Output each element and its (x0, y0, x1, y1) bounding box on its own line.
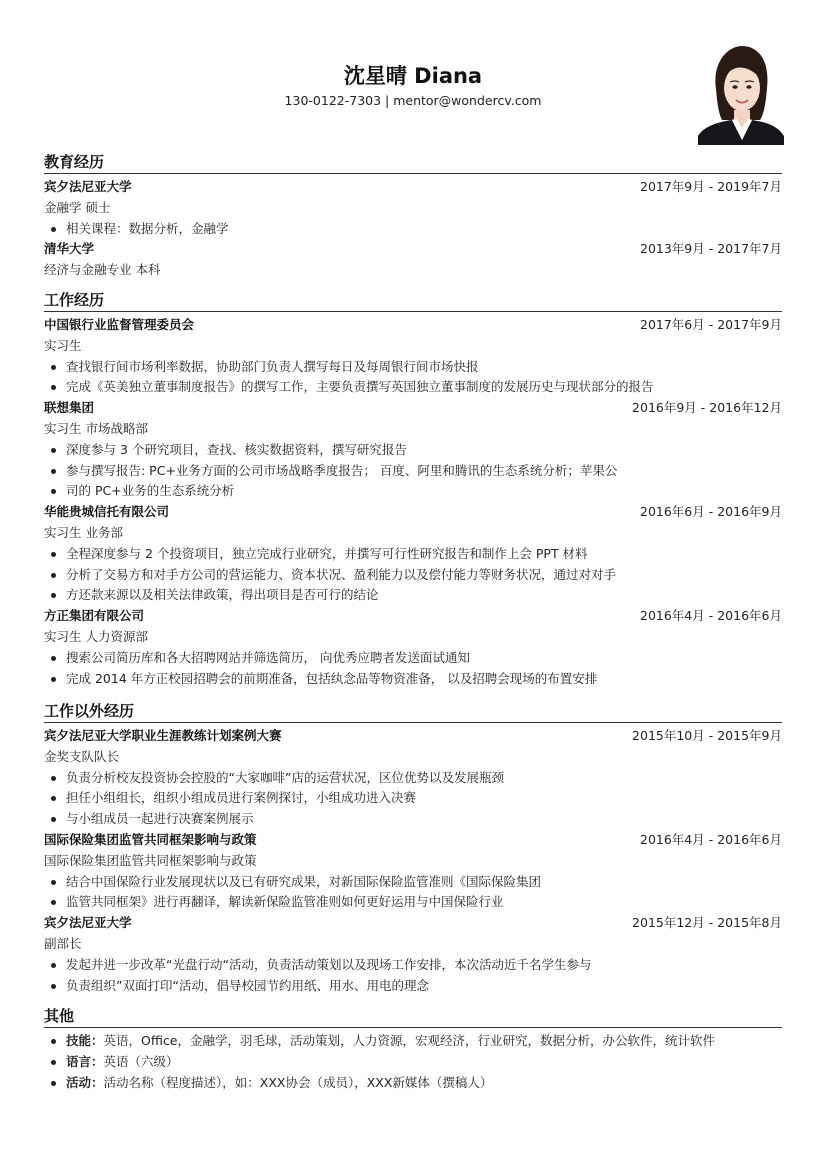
entry-header (44, 502, 782, 523)
bullet-item: 参与撰写报告: PC+业务方面的公司市场战略季度报告； 百度、阿里和腾讯的生态系统分析；苹果公 (44, 461, 782, 482)
entry-organization: 宾夕法尼亚大学 (44, 179, 132, 194)
entry-role: 实习生 市场战略部 (44, 420, 148, 436)
contact-info: 130-0122-7303 | mentor@wondercv.com (284, 93, 542, 108)
activity-item (44, 1073, 782, 1094)
entry-role: 金奖支队队长 (44, 748, 120, 764)
item-label: 语言： (66, 1053, 104, 1069)
candidate-name: 沈星晴 Diana (343, 64, 483, 88)
bullet-item: 分析了交易方和对手方公司的营运能力、资本状况、盈利能力以及偿付能力等财务状况，通过对对手 (44, 565, 782, 586)
item-label: 技能： (66, 1033, 104, 1048)
bullet-item: 搜索公司简历库和各大招聘网站并筛选简历， 向优秀应聘者发送面试通知 (44, 648, 782, 669)
work-section (44, 290, 782, 689)
bullet-item: 司的 PC+业务的生态系统分析 (44, 481, 782, 502)
bullet-item: 负责分析校友投资协会控股的“大家咖啡”店的运营状况，区位优势以及发展瓶颈 (44, 768, 782, 789)
bullet-item: 与小组成员一起进行决赛案例展示 (44, 809, 782, 830)
bullet-item: 方还款来源以及相关法律政策，得出项目是否可行的结论 (44, 585, 782, 606)
work-entry (44, 398, 782, 502)
work-entry (44, 502, 782, 606)
entry-header (44, 726, 782, 747)
extra-entry (44, 913, 782, 996)
entry-date: 2016年9月 - 2016年12月 (632, 400, 782, 416)
bullet-list (44, 357, 782, 399)
work-entry (44, 315, 782, 398)
item-value: 英语（六级） (103, 1053, 179, 1069)
language-item (44, 1052, 782, 1073)
entry-header (44, 398, 782, 419)
bullet-item: 完成《英美独立董事制度报告》的撰写工作，主要负责撰写英国独立董事制度的发展历史与现状部分的报告 (44, 377, 782, 398)
entry-role: 金融学 硕士 (44, 199, 111, 215)
bullet-list (44, 440, 782, 502)
entry-organization: 联想集团 (44, 400, 95, 416)
entry-date: 2016年4月 - 2016年6月 (640, 831, 782, 847)
entry-role: 经济与金融专业 本科 (44, 262, 161, 278)
entry-role: 实习生 人力资源部 (44, 628, 148, 644)
bullet-list (44, 219, 782, 240)
bullet-list (44, 544, 782, 606)
bullet-list (44, 648, 782, 690)
entry-header (44, 177, 782, 198)
bullet-item: 负责组织”双面打印“活动，倡导校园节约用纸、用水、用电的理念 (44, 976, 782, 997)
work-entry (44, 606, 782, 689)
bullet-item: 全程深度参与 2 个投资项目，独立完成行业研究，并撰写可行性研究报告和制作上会 PPT 材料 (44, 544, 782, 565)
entry-organization: 宾夕法尼亚大学职业生涯教练计划案例大赛 (44, 728, 282, 743)
bullet-list (44, 872, 782, 914)
bullet-item: 结合中国保险行业发展现状以及已有研究成果，对新国际保险监管准则《国际保险集团 (44, 872, 782, 893)
entry-role: 实习生 (44, 337, 82, 353)
bullet-item: 监管共同框架》进行再翻译，解读新保险监管准则如何更好运用与中国保险行业 (44, 892, 782, 913)
entry-date: 2015年12月 - 2015年8月 (632, 915, 782, 931)
bullet-item: 发起并进一步改革“光盘行动“活动，负责活动策划以及现场工作安排，本次活动近千名学生参与 (44, 955, 782, 976)
bullet-list (44, 1031, 782, 1093)
extra-entry (44, 830, 782, 913)
entry-organization: 宾夕法尼亚大学 (44, 915, 132, 931)
portrait-image (698, 44, 784, 145)
item-value: 活动名称（程度描述），如：XXX协会（成员），XXX新媒体（撰稿人） (103, 1074, 493, 1090)
bullet-list (44, 955, 782, 997)
education-section (44, 152, 782, 281)
bullet-list (44, 768, 782, 830)
entry-organization: 方正集团有限公司 (44, 608, 145, 624)
education-entry (44, 239, 782, 281)
section-title: 工作以外经历 (44, 701, 782, 723)
entry-date: 2017年6月 - 2017年9月 (640, 317, 782, 332)
entry-header (44, 315, 782, 336)
entry-header (44, 830, 782, 851)
entry-date: 2015年10月 - 2015年9月 (632, 728, 782, 743)
entry-organization: 华能贵城信托有限公司 (44, 504, 170, 520)
item-value: 英语，Office，金融学，羽毛球，活动策划，人力资源，宏观经济，行业研究，数据分析，办公软件，统计软件 (103, 1033, 716, 1048)
entry-role: 实习生 业务部 (44, 524, 123, 540)
entry-organization: 中国银行业监督管理委员会 (44, 317, 195, 332)
entry-header (44, 913, 782, 934)
section-title: 教育经历 (44, 152, 782, 174)
extra-entry (44, 726, 782, 830)
bullet-item: 查找银行间市场利率数据，协助部门负责人撰写每日及每周银行间市场快报 (44, 357, 782, 378)
profile-photo (698, 44, 784, 145)
section-title: 工作经历 (44, 290, 782, 312)
entry-header (44, 606, 782, 627)
bullet-item: 完成 2014 年方正校园招聘会的前期准备，包括纨念品等物资准备， 以及招聘会现场的布置安排 (44, 669, 782, 690)
entry-header (44, 239, 782, 260)
section-title: 其他 (44, 1006, 782, 1028)
entry-date: 2016年4月 - 2016年6月 (640, 608, 782, 624)
entry-date: 2017年9月 - 2019年7月 (640, 179, 782, 194)
entry-organization: 国际保险集团监管共同框架影响与政策 (44, 831, 257, 847)
bullet-item: 相关课程：数据分析，金融学 (44, 219, 782, 240)
bullet-item: 担任小组组长，组织小组成员进行案例探讨，小组成功进入决赛 (44, 788, 782, 809)
entry-role: 国际保险集团监管共同框架影响与政策 (44, 852, 257, 868)
entry-role: 副部长 (44, 935, 82, 951)
bullet-item: 深度参与 3 个研究项目，查找、核实数据资料，撰写研究报告 (44, 440, 782, 461)
extra-section (44, 701, 782, 996)
item-label: 活动： (66, 1074, 104, 1090)
entry-date: 2016年6月 - 2016年9月 (640, 504, 782, 520)
education-entry (44, 177, 782, 239)
other-section (44, 1006, 782, 1093)
skills-item (44, 1031, 782, 1052)
entry-date: 2013年9月 - 2017年7月 (640, 241, 782, 257)
entry-organization: 清华大学 (44, 241, 95, 257)
